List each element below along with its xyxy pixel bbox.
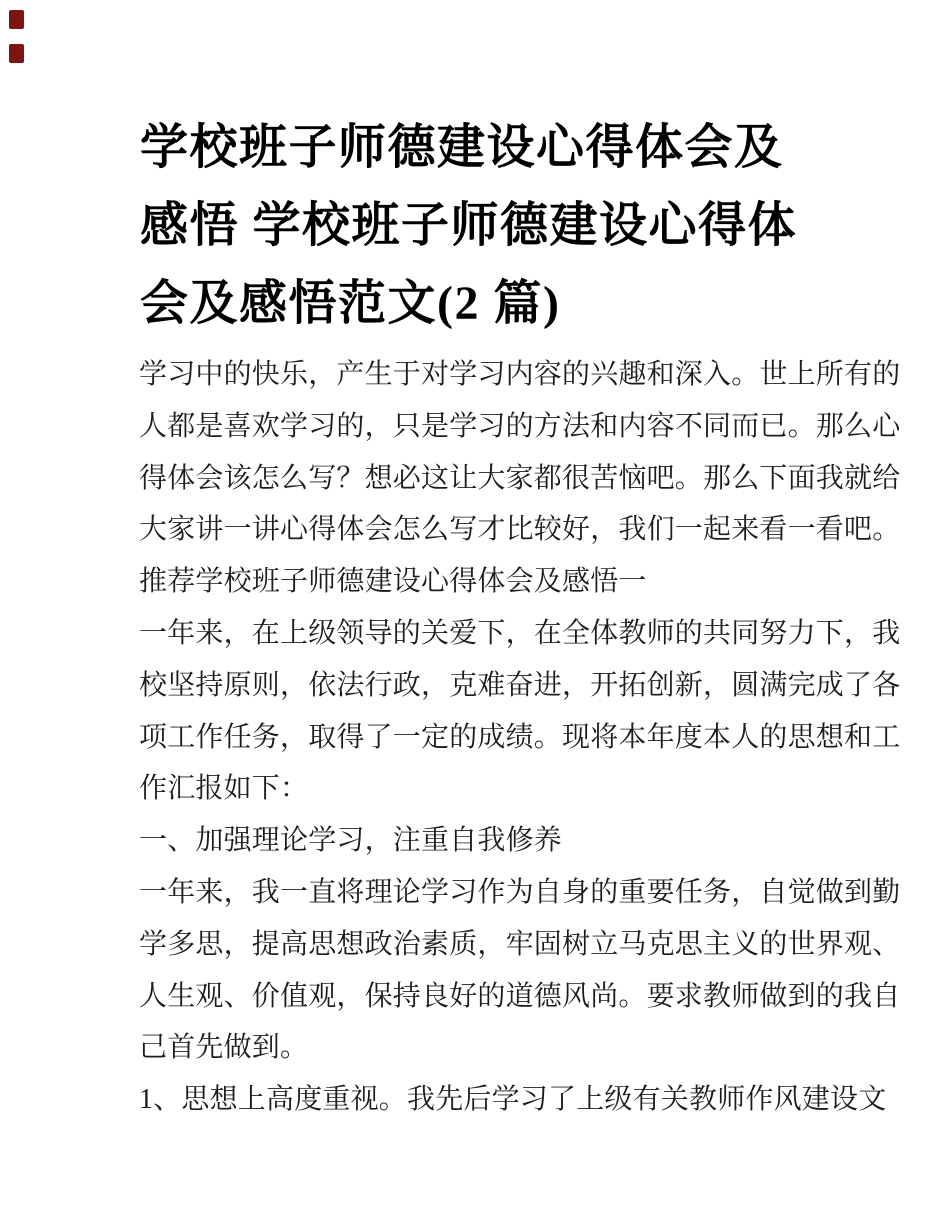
body-text-line: 项工作任务，取得了一定的成绩。现将本年度本人的思想和工 (139, 721, 901, 753)
title-line: 感悟 学校班子师德建设心得体 (140, 199, 798, 252)
title-line: 会及感悟范文(2 篇) (140, 277, 561, 330)
title-line: 学校班子师德建设心得体会及 (140, 121, 784, 174)
body-text-line: 人生观、价值观，保持良好的道德风尚。要求教师做到的我自 (139, 980, 901, 1012)
body-text-line: 一、加强理论学习，注重自我修养 (139, 825, 563, 857)
body-text-line: 大家讲一讲心得体会怎么写才比较好，我们一起来看一看吧。 (139, 514, 901, 546)
body-text-line: 己首先做到。 (139, 1032, 309, 1064)
body-text-line: 作汇报如下： (139, 773, 309, 805)
corner-artifact-markers (9, 10, 24, 63)
body-text-line: 一年来，我一直将理论学习作为自身的重要任务，自觉做到勤 (139, 876, 901, 908)
body-text-line: 一年来，在上级领导的关爱下，在全体教师的共同努力下，我 (139, 617, 901, 649)
document-body-text (139, 349, 934, 1126)
red-marker-icon (9, 44, 24, 63)
body-text-line: 学习中的快乐，产生于对学习内容的兴趣和深入。世上所有的 (139, 359, 901, 390)
document-title (140, 109, 930, 343)
body-text-line: 人都是喜欢学习的，只是学习的方法和内容不同而已。那么心 (139, 410, 901, 442)
red-marker-icon (9, 10, 24, 29)
body-text-line: 得体会该怎么写？想必这让大家都很苦恼吧。那么下面我就给 (139, 462, 901, 494)
body-text-line: 1、思想上高度重视。我先后学习了上级有关教师作风建设文 (139, 1084, 887, 1116)
body-text-line: 推荐学校班子师德建设心得体会及感悟一 (139, 566, 647, 598)
body-text-line: 校坚持原则，依法行政，克难奋进，开拓创新，圆满完成了各 (139, 669, 901, 701)
body-text-line: 学多思，提高思想政治素质，牢固树立马克思主义的世界观、 (139, 928, 901, 960)
